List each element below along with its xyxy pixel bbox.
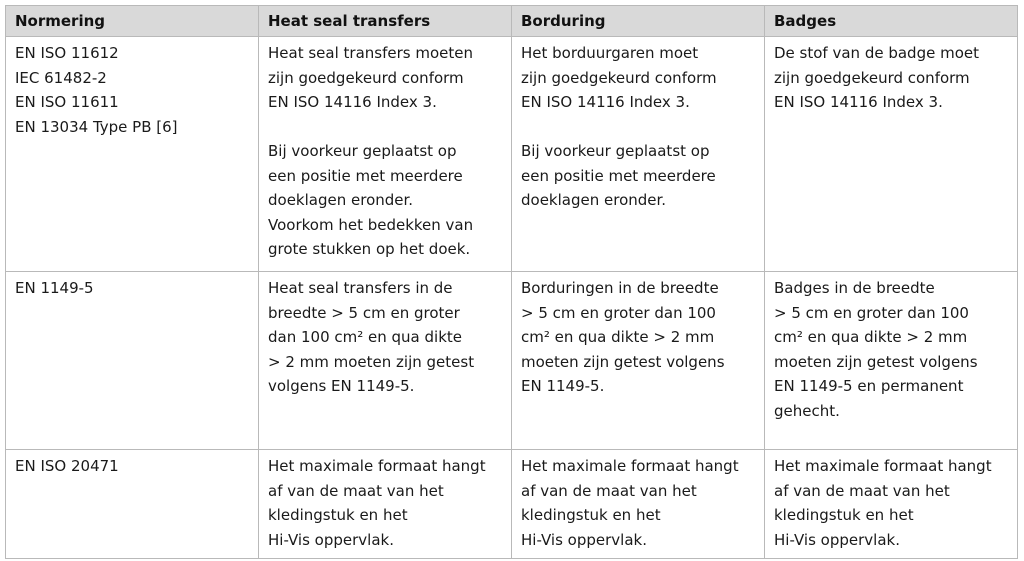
text-line: zijn goedgekeurd conform: [268, 68, 464, 87]
text-line: EN ISO 14116 Index 3.: [774, 93, 943, 111]
text-line: kledingstuk en het: [774, 506, 914, 524]
text-line: Badges in de breedte: [774, 279, 935, 297]
text-line: Heat seal transfers moeten: [268, 44, 473, 62]
header-badges: Badges: [765, 6, 1018, 37]
cell-normering: [6, 450, 259, 559]
text-line: een positie met meerdere: [268, 166, 463, 185]
text-line: > 5 cm en groter dan 100: [774, 303, 969, 322]
text-line: af van de maat van het: [268, 481, 444, 500]
paragraph-gap: [268, 115, 511, 140]
norm-line: EN ISO 11611: [15, 93, 119, 111]
cell-heat-seal: [259, 272, 512, 450]
table-row: [6, 37, 1018, 272]
text-line: breedte > 5 cm en groter: [268, 303, 460, 322]
text-line: moeten zijn getest volgens: [774, 352, 978, 371]
cell-normering: [6, 37, 259, 272]
cell-badges: [765, 272, 1018, 450]
paragraph-gap: [521, 115, 764, 140]
text-line: kledingstuk en het: [268, 506, 408, 524]
norm-line: EN ISO 11612: [15, 44, 119, 62]
text-line: cm² en qua dikte > 2 mm: [521, 328, 715, 346]
text-line: Het borduurgaren moet: [521, 44, 699, 62]
norm-line: EN ISO 20471: [15, 457, 119, 475]
text-line: af van de maat van het: [521, 481, 697, 500]
text-line: Hi-Vis oppervlak.: [521, 530, 647, 549]
norm-line: EN 13034 Type PB [6]: [15, 117, 178, 136]
text-line: doeklagen eronder.: [268, 191, 414, 209]
text-line: zijn goedgekeurd conform: [774, 68, 970, 87]
text-line: cm² en qua dikte > 2 mm: [774, 328, 968, 346]
text-line: zijn goedgekeurd conform: [521, 68, 717, 87]
text-line: Hi-Vis oppervlak.: [268, 530, 394, 549]
text-line: grote stukken op het doek.: [268, 240, 471, 258]
text-line: EN 1149-5.: [521, 377, 605, 395]
header-heat-seal-transfers: Heat seal transfers: [259, 6, 512, 37]
text-line: > 5 cm en groter dan 100: [521, 303, 716, 322]
text-line: Het maximale formaat hangt: [268, 457, 486, 475]
text-line: EN 1149-5 en permanent: [774, 377, 964, 395]
cell-borduring: [512, 37, 765, 272]
text-line: EN ISO 14116 Index 3.: [521, 93, 690, 111]
norm-line: EN 1149-5: [15, 279, 94, 297]
header-row: [6, 6, 1018, 37]
text-line: dan 100 cm² en qua dikte: [268, 328, 463, 346]
text-line: EN ISO 14116 Index 3.: [268, 93, 437, 111]
cell-borduring: [512, 272, 765, 450]
cell-heat-seal: [259, 37, 512, 272]
text-line: doeklagen eronder.: [521, 191, 667, 209]
text-line: moeten zijn getest volgens: [521, 352, 725, 371]
cell-normering: [6, 272, 259, 450]
text-line: Bij voorkeur geplaatst op: [521, 142, 710, 160]
header-borduring: Borduring: [512, 6, 765, 37]
text-line: kledingstuk en het: [521, 506, 661, 524]
text-line: Bij voorkeur geplaatst op: [268, 142, 457, 160]
cell-badges: [765, 37, 1018, 272]
text-line: Voorkom het bedekken van: [268, 215, 474, 234]
norm-table-container: [5, 5, 1017, 559]
table-row: [6, 272, 1018, 450]
norm-line: IEC 61482-2: [15, 68, 107, 87]
cell-badges: [765, 450, 1018, 559]
text-line: een positie met meerdere: [521, 166, 716, 185]
text-line: Borduringen in de breedte: [521, 279, 719, 297]
text-line: Heat seal transfers in de: [268, 279, 453, 297]
norm-table: [5, 5, 1018, 559]
text-line: volgens EN 1149-5.: [268, 377, 415, 395]
table-row: [6, 450, 1018, 559]
text-line: > 2 mm moeten zijn getest: [268, 352, 475, 371]
cell-heat-seal: [259, 450, 512, 559]
text-line: af van de maat van het: [774, 481, 950, 500]
text-line: Het maximale formaat hangt: [774, 457, 992, 475]
text-line: Hi-Vis oppervlak.: [774, 530, 900, 549]
text-line: De stof van de badge moet: [774, 44, 979, 62]
text-line: Het maximale formaat hangt: [521, 457, 739, 475]
cell-borduring: [512, 450, 765, 559]
text-line: gehecht.: [774, 401, 840, 420]
header-normering: Normering: [6, 6, 259, 37]
